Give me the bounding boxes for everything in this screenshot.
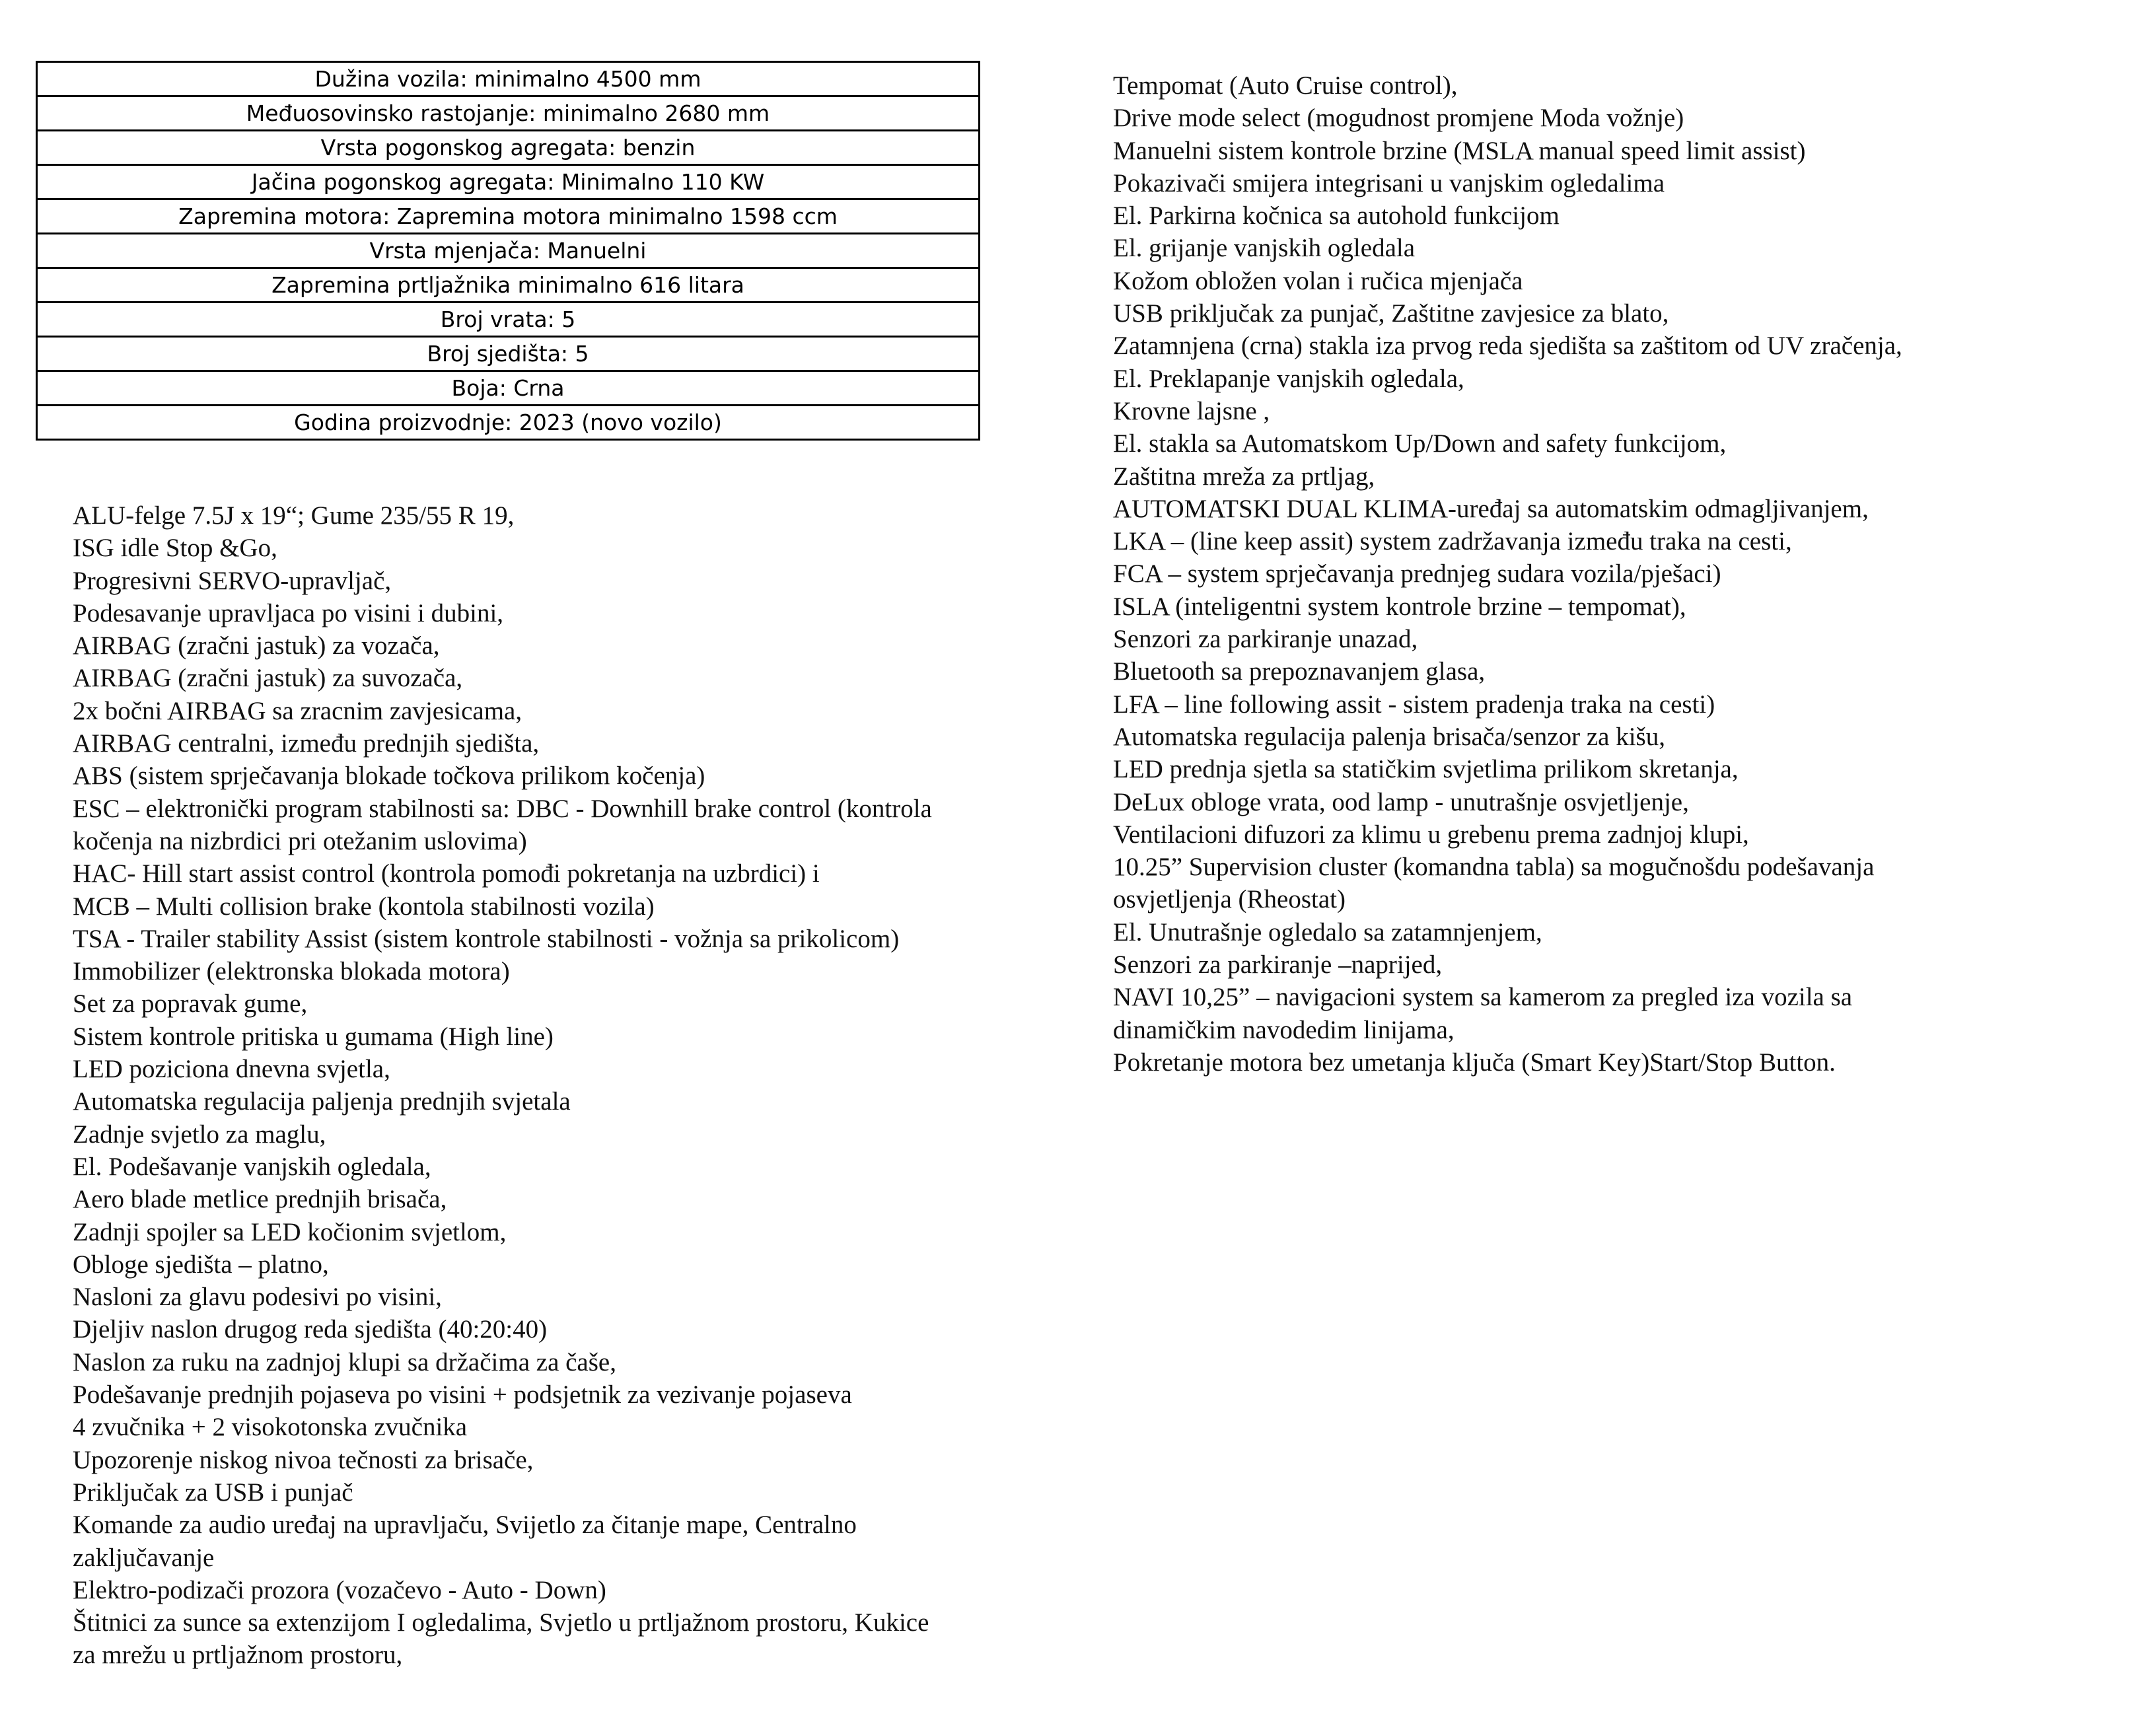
equipment-line: dinamičkim navodedim linijama, [1113,1015,1455,1044]
equipment-line: Tempomat (Auto Cruise control), [1113,71,1458,100]
equipment-line: Sistem kontrole pritiska u gumama (High line) [73,1022,554,1051]
spec-cell: Godina proizvodnje: 2023 (novo vozilo) [37,406,980,440]
equipment-line: Automatska regulacija palenja brisača/senzor za kišu, [1113,722,1665,751]
equipment-line: Kožom obložen volan i ručica mjenjača [1113,266,1523,295]
equipment-line: Immobilizer (elektronska blokada motora) [73,957,510,986]
spec-row [37,199,980,234]
equipment-line: ALU-felge 7.5J x 19“; Gume 235/55 R 19, [73,501,515,530]
spec-cell: Broj sjedišta: 5 [37,337,980,371]
equipment-line: Podešavanje prednjih pojaseva po visini + podsjetnik za vezivanje pojaseva [73,1380,852,1410]
spec-cell: Međuosovinsko rastojanje: minimalno 2680 mm [37,96,980,131]
spec-row [37,337,980,371]
equipment-list-left [73,499,1037,1672]
spec-row [37,131,980,165]
equipment-line: El. Preklapanje vanjskih ogledala, [1113,364,1464,393]
spec-row [37,406,980,440]
equipment-line: Automatska regulacija paljenja prednjih svjetala [73,1087,571,1116]
equipment-line: zaključavanje [73,1543,215,1572]
equipment-line: Nasloni za glavu podesivi po visini, [73,1283,442,1312]
equipment-line: Upozorenje niskog nivoa tečnosti za brisače, [73,1445,534,1474]
equipment-line: 2x bočni AIRBAG sa zracnim zavjesicama, [73,696,522,725]
equipment-line: AIRBAG (zračni jastuk) za suvozača, [73,664,463,693]
equipment-line: Naslon za ruku na zadnjoj klupi sa držačima za čaše, [73,1347,616,1376]
equipment-line: Komande za audio uređaj na upravljaču, Svijetlo za čitanje mape, Centralno [73,1511,857,1540]
spec-cell: Boja: Crna [37,371,980,406]
spec-cell: Dužina vozila: minimalno 4500 mm [37,62,980,96]
equipment-line: NAVI 10,25” – navigacioni system sa kamerom za pregled iza vozila sa [1113,983,1853,1012]
equipment-line: ABS (sistem sprječavanja blokade točkova prilikom kočenja) [73,762,705,791]
equipment-line: za mrežu u prtljažnom prostoru, [73,1641,403,1670]
equipment-line: AIRBAG centralni, između prednjih sjedišta, [73,729,540,758]
equipment-line: Obloge sjedišta – platno, [73,1250,329,1279]
equipment-line: Aero blade metlice prednjih brisača, [73,1185,447,1214]
equipment-line: LED poziciona dnevna svjetla, [73,1055,390,1084]
equipment-line: Drive mode select (mogudnost promjene Moda vožnje) [1113,104,1684,133]
spec-row [37,303,980,337]
spec-cell: Vrsta pogonskog agregata: benzin [37,131,980,165]
equipment-line: AIRBAG (zračni jastuk) za vozača, [73,631,440,661]
spec-row [37,165,980,199]
equipment-line: El. Parkirna kočnica sa autohold funkcijom [1113,201,1560,231]
spec-cell: Broj vrata: 5 [37,303,980,337]
equipment-line: Zadnje svjetlo za maglu, [73,1120,326,1149]
equipment-line: Senzori za parkiranje unazad, [1113,625,1418,654]
equipment-line: Senzori za parkiranje –naprijed, [1113,950,1443,980]
equipment-line: Bluetooth sa prepoznavanjem glasa, [1113,657,1486,686]
equipment-line: El. Podešavanje vanjskih ogledala, [73,1152,431,1181]
equipment-line: Priključak za USB i punjač [73,1478,353,1507]
equipment-line: MCB – Multi collision brake (kontola stabilnosti vozila) [73,892,655,921]
spec-cell: Zapremina motora: Zapremina motora minimalno 1598 ccm [37,199,980,234]
equipment-line: USB priključak za punjač, Zaštitne zavjesice za blato, [1113,299,1669,328]
vehicle-spec-table [36,61,980,441]
spec-cell: Vrsta mjenjača: Manuelni [37,234,980,268]
equipment-line: El. grijanje vanjskih ogledala [1113,234,1416,263]
equipment-line: LFA – line following assit - sistem pradenja traka na cesti) [1113,690,1715,719]
equipment-line: osvjetljenja (Rheostat) [1113,885,1346,914]
equipment-line: ISG idle Stop &Go, [73,534,277,563]
equipment-line: Djeljiv naslon drugog reda sjedišta (40:20:40) [73,1315,548,1344]
equipment-line: HAC- Hill start assist control (kontrola pomođi pokretanja na uzbrdici) i [73,859,820,888]
equipment-line: Pokazivači smijera integrisani u vanjskim ogledalima [1113,168,1665,197]
equipment-line: Zadnji spojler sa LED kočionim svjetlom, [73,1217,507,1246]
equipment-line: Zaštitna mreža za prtljag, [1113,462,1375,491]
equipment-line: DeLux obloge vrata, ood lamp - unutrašnje osvjetljenje, [1113,787,1689,816]
spec-row [37,268,980,303]
spec-row [37,371,980,406]
equipment-line: AUTOMATSKI DUAL KLIMA-uređaj sa automatskim odmagljivanjem, [1113,494,1869,523]
equipment-line: 10.25” Supervision cluster (komandna tabla) sa mogučnošdu podešavanja [1113,853,1875,882]
equipment-line: Ventilacioni difuzori za klimu u grebenu prema zadnjoj klupi, [1113,820,1749,849]
equipment-line: Pokretanje motora bez umetanja ključa (Smart Key)Start/Stop Button. [1113,1048,1836,1077]
equipment-line: TSA - Trailer stability Assist (sistem kontrole stabilnosti - vožnja sa prikolicom) [73,924,900,953]
equipment-line: kočenja na nizbrdici pri otežanim uslovima) [73,826,527,855]
equipment-line: ESC – elektronički program stabilnosti sa: DBC - Downhill brake control (kontrola [73,794,932,823]
equipment-line: Set za popravak gume, [73,989,308,1018]
equipment-list-right [1113,69,2130,1079]
equipment-line: Manuelni sistem kontrole brzine (MSLA manual speed limit assist) [1113,136,1806,165]
equipment-line: Podesavanje upravljaca po visini i dubini, [73,598,504,627]
spec-cell: Jačina pogonskog agregata: Minimalno 110 KW [37,165,980,199]
equipment-line: Elektro-podizači prozora (vozačevo - Auto - Down) [73,1575,606,1604]
spec-row [37,96,980,131]
equipment-line: LKA – (line keep assit) system zadržavanja između traka na cesti, [1113,527,1792,556]
equipment-line: FCA – system sprječavanja prednjeg sudara vozila/pješaci) [1113,559,1721,589]
spec-row [37,62,980,96]
equipment-line: 4 zvučnika + 2 visokotonska zvučnika [73,1413,468,1442]
spec-table-body [37,62,980,440]
equipment-line: El. Unutrašnje ogledalo sa zatamnjenjem, [1113,917,1542,946]
equipment-line: Štitnici za sunce sa extenzijom I ogledalima, Svjetlo u prtljažnom prostoru, Kukice [73,1608,929,1637]
equipment-line: ISLA (inteligentni system kontrole brzine – tempomat), [1113,592,1686,621]
equipment-line: LED prednja sjetla sa statičkim svjetlima prilikom skretanja, [1113,755,1739,784]
equipment-line: El. stakla sa Automatskom Up/Down and safety funkcijom, [1113,429,1727,458]
spec-cell: Zapremina prtljažnika minimalno 616 litara [37,268,980,303]
equipment-line: Zatamnjena (crna) stakla iza prvog reda sjedišta sa zaštitom od UV zračenja, [1113,332,1902,361]
equipment-line: Krovne lajsne , [1113,396,1270,425]
equipment-line: Progresivni SERVO-upravljač, [73,566,392,595]
spec-row [37,234,980,268]
